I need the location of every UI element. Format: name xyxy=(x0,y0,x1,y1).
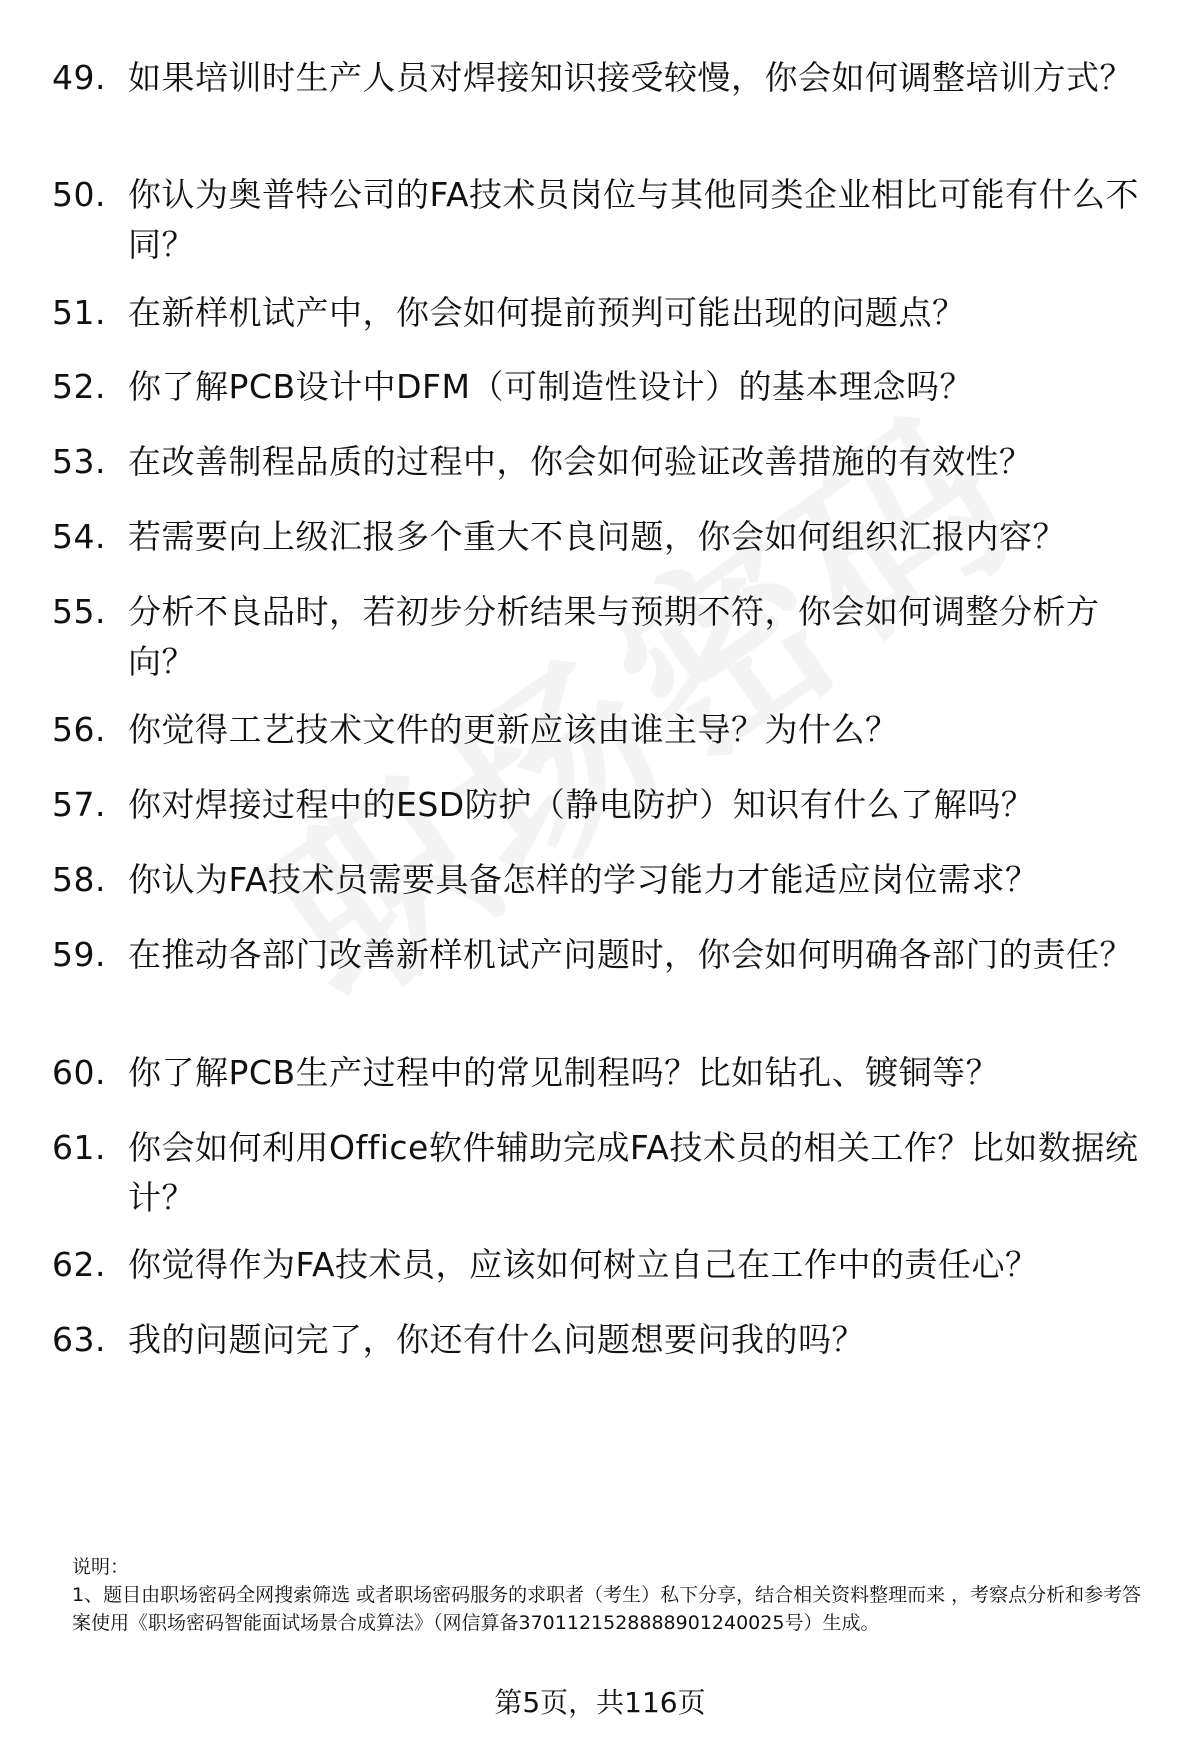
question-text: 你觉得工艺技术文件的更新应该由谁主导？为什么？ xyxy=(128,710,899,749)
question-number: 51. xyxy=(52,293,106,332)
question-text: 你了解PCB生产过程中的常见制程吗？比如钻孔、镀铜等？ xyxy=(128,1053,1000,1092)
question-item xyxy=(52,1048,1152,1098)
question-text: 如果培训时生产人员对焊接知识接受较慢，你会如何调整培训方式？ xyxy=(128,58,1133,97)
question-text: 你对焊接过程中的ESD防护（静电防护）知识有什么了解吗？ xyxy=(128,785,1035,824)
question-text: 你认为奥普特公司的FA技术员岗位与其他同类企业相比可能有什么不同？ xyxy=(128,175,1140,264)
notes-title: 说明： xyxy=(72,1556,130,1578)
question-item xyxy=(52,362,1152,412)
question-text: 若需要向上级汇报多个重大不良问题，你会如何组织汇报内容？ xyxy=(128,517,1066,556)
question-item xyxy=(52,1240,1152,1290)
question-item xyxy=(52,437,1152,487)
question-item xyxy=(52,780,1152,830)
question-number: 58. xyxy=(52,860,106,899)
question-number: 60. xyxy=(52,1053,106,1092)
question-number: 63. xyxy=(52,1320,106,1359)
question-number: 56. xyxy=(52,710,106,749)
question-number: 57. xyxy=(52,785,106,824)
question-item xyxy=(52,855,1152,905)
question-text: 分析不良品时，若初步分析结果与预期不符，你会如何调整分析方向？ xyxy=(128,592,1100,681)
question-item xyxy=(52,1123,1152,1223)
question-text: 你了解PCB设计中DFM（可制造性设计）的基本理念吗？ xyxy=(128,367,973,406)
question-item xyxy=(52,170,1152,270)
question-number: 53. xyxy=(52,442,106,481)
question-text: 你觉得作为FA技术员，应该如何树立自己在工作中的责任心？ xyxy=(128,1245,1039,1284)
question-item xyxy=(52,587,1152,687)
question-item xyxy=(52,930,1152,980)
question-number: 52. xyxy=(52,367,106,406)
question-item xyxy=(52,705,1152,755)
question-number: 55. xyxy=(52,592,106,631)
question-number: 61. xyxy=(52,1128,106,1167)
question-number: 50. xyxy=(52,175,106,214)
question-text: 在新样机试产中，你会如何提前预判可能出现的问题点？ xyxy=(128,293,966,332)
question-item xyxy=(52,288,1152,338)
question-text: 你会如何利用Office软件辅助完成FA技术员的相关工作？比如数据统计？ xyxy=(128,1128,1139,1217)
question-number: 49. xyxy=(52,58,106,97)
question-item xyxy=(52,512,1152,562)
question-item xyxy=(52,53,1152,103)
question-text: 在改善制程品质的过程中，你会如何验证改善措施的有效性？ xyxy=(128,442,1033,481)
question-number: 54. xyxy=(52,517,106,556)
notes-body: 1、题目由职场密码全网搜索筛选 或者职场密码服务的求职者（考生）私下分享，结合相关资料整理而来 ，考察点分析和参考答案使用《职场密码智能面试场景合成算法》（网信算备3701121528888901240025号）生成。 xyxy=(72,1584,1142,1634)
page-footer: 第5页，共116页 xyxy=(494,1686,706,1719)
question-number: 59. xyxy=(52,935,106,974)
question-number: 62. xyxy=(52,1245,106,1284)
question-item xyxy=(52,1315,1152,1365)
question-text: 在推动各部门改善新样机试产问题时，你会如何明确各部门的责任？ xyxy=(128,935,1133,974)
question-text: 你认为FA技术员需要具备怎样的学习能力才能适应岗位需求？ xyxy=(128,860,1039,899)
question-text: 我的问题问完了，你还有什么问题想要问我的吗？ xyxy=(128,1320,865,1359)
notes-section xyxy=(72,1553,1152,1637)
